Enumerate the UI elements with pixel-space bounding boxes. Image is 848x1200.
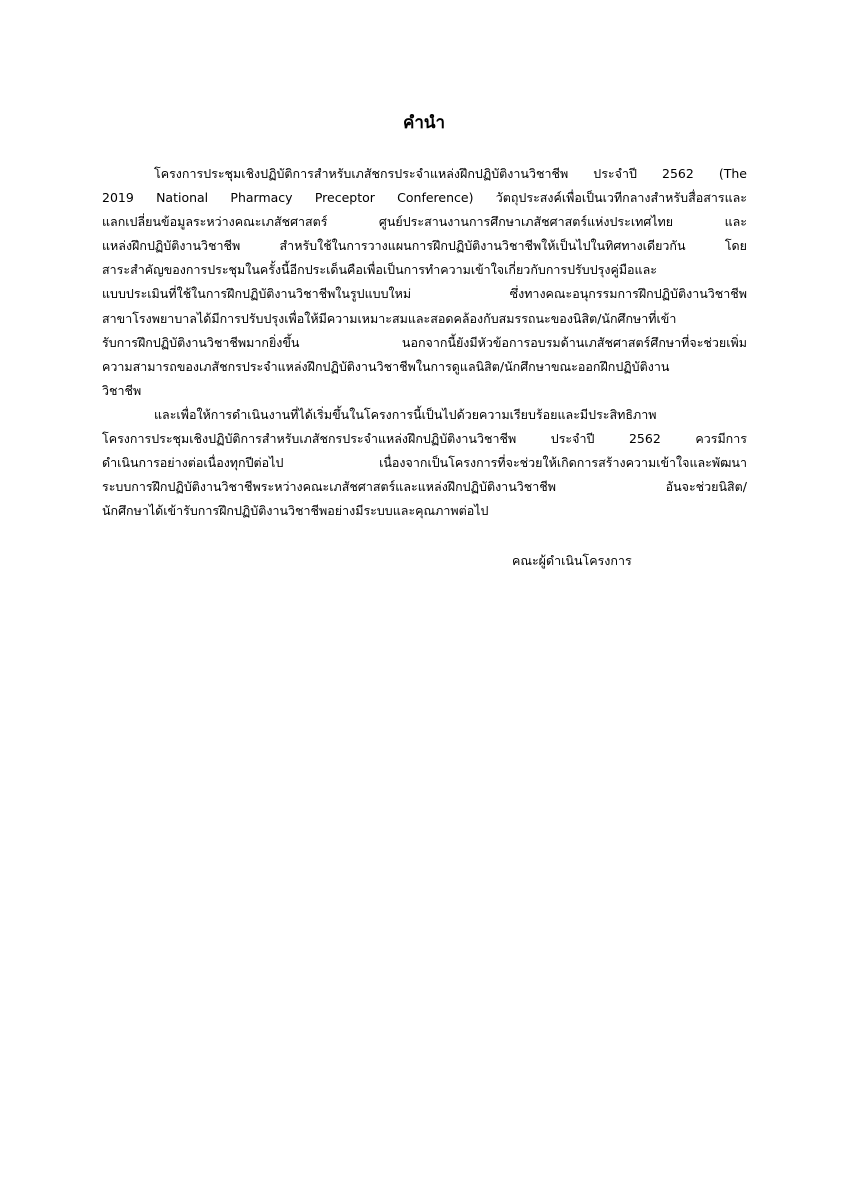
paragraph-1-line-10: วิชาชีพ [102,382,142,398]
paragraph-1-line-2: 2019 National Pharmacy Preceptor Conference) วัตถุประสงค์เพื่อเป็นเวทีกลางสำหรับสื่อสารและ [102,190,747,206]
paragraph-1-line-5: สาระสำคัญของการประชุมในครั้งนี้อีกประเด็นคือเพื่อเป็นการทำความเข้าใจเกี่ยวกับการปรับปรุงคู่มือและ [102,262,657,278]
body-text [102,162,747,523]
paragraph-1-line-1: โครงการประชุมเชิงปฏิบัติการสำหรับเภสัชกรประจำแหล่งฝึกปฏิบัติงานวิชาชีพ ประจำปี 2562 (The [154,166,747,181]
paragraph-1-line-4: แหล่งฝึกปฏิบัติงานวิชาชีพ สำหรับใช้ในการวางแผนการฝึกปฏิบัติงานวิชาชีพให้เป็นไปในทิศทางเดียวกัน โดย [102,238,747,254]
paragraph-1-line-8: รับการฝึกปฏิบัติงานวิชาชีพมากยิ่งขึ้น นอกจากนี้ยังมีหัวข้อการอบรมด้านเภสัชศาสตร์ศึกษาที่จะช่วยเพิ่ม [102,334,747,350]
paragraph-2-line-1: และเพื่อให้การดำเนินงานที่ได้เริ่มขึ้นในโครงการนี้เป็นไปด้วยความเรียบร้อยและมีประสิทธิภาพ [154,406,657,422]
paragraph-1-line-6: แบบประเมินที่ใช้ในการฝึกปฏิบัติงานวิชาชีพในรูปแบบใหม่ ซึ่งทางคณะอนุกรรมการฝึกปฏิบัติงานวิชาชีพ [102,286,747,302]
paragraph-2-line-2: โครงการประชุมเชิงปฏิบัติการสำหรับเภสัชกรประจำแหล่งฝึกปฏิบัติงานวิชาชีพ ประจำปี 2562 ควรมีการ [102,431,747,447]
page-title: คำนำ [402,113,446,133]
paragraph-1-line-9: ความสามารถของเภสัชกรประจำแหล่งฝึกปฏิบัติงานวิชาชีพในการดูแลนิสิต/นักศึกษาขณะออกฝึกปฏิบัติงาน [102,358,670,374]
paragraph-1-line-3: แลกเปลี่ยนข้อมูลระหว่างคณะเภสัชศาสตร์ ศูนย์ประสานงานการศึกษาเภสัชศาสตร์แห่งประเทศไทย และ [102,214,747,230]
paragraph-2-line-5: นักศึกษาได้เข้ารับการฝึกปฏิบัติงานวิชาชีพอย่างมีระบบและคุณภาพต่อไป [102,503,489,519]
paragraph-2-line-4: ระบบการฝึกปฏิบัติงานวิชาชีพระหว่างคณะเภสัชศาสตร์และแหล่งฝึกปฏิบัติงานวิชาชีพ อันจะช่วยนิสิต/ [102,479,747,495]
paragraph-1-line-7: สาขาโรงพยาบาลได้มีการปรับปรุงเพื่อให้มีความเหมาะสมและสอดคล้องกับสมรรถนะของนิสิต/นักศึกษาที่เข้า [102,310,677,326]
paragraph-2-line-3: ดำเนินการอย่างต่อเนื่องทุกปีต่อไป เนื่องจากเป็นโครงการที่จะช่วยให้เกิดการสร้างความเข้าใจและพัฒนา [102,455,747,471]
signature: คณะผู้ดำเนินโครงการ [512,553,632,568]
